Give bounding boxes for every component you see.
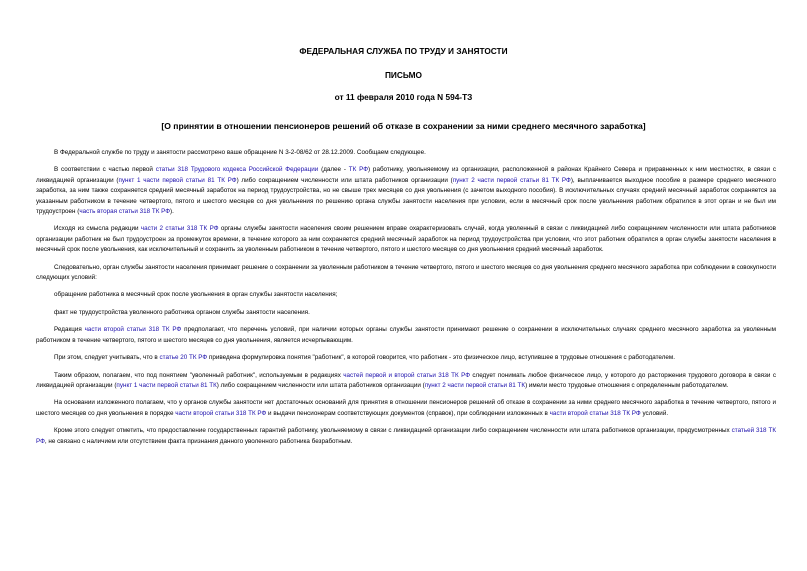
link-art318[interactable]: статьей 318 ТК РФ xyxy=(36,427,777,445)
paragraph-2: В соответствии с частью первой статьи 318 Трудового кодекса Российской Федерации (далее - ТК РФ) работнику, увольняемому из организации, расположенной в районах Крайнего Севера и приравненных к ним местностях, в связи с ликвидацией организации (пункт 1 части первой статьи 81 ТК РФ) либо сокращением численности или штата работников организации (пункт 2 части первой статьи 81 ТК РФ), выплачивается выходное пособие в размере среднего месячного заработка, за ним также сохраняется средний месячный заработок на период трудоустройства, но не свыше трех месяцев со дня увольнения (с зачетом выходного пособия). В исключительных случаях средний месячный заработок сохраняется за указанным работником в течение четвертого, пятого и шестого месяцев со дня увольнения по решению органа службы занятости населения при условии, если в месячный срок после увольнения работник обратился в этот орган и не был им трудоустроен (часть вторая статьи 318 ТК РФ). xyxy=(36,166,777,216)
link-art318-part2[interactable]: части второй статьи 318 ТК РФ xyxy=(549,409,641,417)
link-art318-parts12[interactable]: частей первой и второй статьи 318 ТК РФ xyxy=(343,371,470,379)
link-tk-rf[interactable]: ТК РФ xyxy=(348,166,369,174)
paragraph-4: Следовательно, орган службы занятости населения принимает решение о сохранении за уволенным работником в течение четвертого, пятого и шестого месяцев со дня увольнения среднего месячного заработка при соблюдении в совокупности следующих условий: xyxy=(36,263,776,282)
document-subject: [О принятии в отношении пенсионеров решений об отказе в сохранении за ними среднего месячного заработка] xyxy=(161,121,646,131)
paragraph-9: Таким образом, полагаем, что под понятием "уволенный работник", используемым в редакциях частей первой и второй статьи 318 ТК РФ следует понимать любое физическое лицо, у которого до расторжения трудового договора в связи с ликвидацией организации (пункт 1 части первой статьи 81 ТК) либо сокращением численности или штата работников организации (пункт 2 части первой статьи 81 ТК) имели место трудовые отношения с определенным работодателем. xyxy=(36,371,776,389)
link-art318-part2[interactable]: части 2 статьи 318 ТК РФ xyxy=(140,225,219,233)
paragraph-8: При этом, следует учитывать, что в статье 20 ТК РФ приведена формулировка понятия "работник", в которой говорится, что работник - это физическое лицо, вступившее в трудовые отношения с работодателем. xyxy=(54,354,675,362)
paragraph-6: факт не трудоустройства уволенного работника органом службы занятости населения. xyxy=(54,308,310,316)
document-body xyxy=(36,148,776,454)
document-type: ПИСЬМО xyxy=(384,70,423,80)
paragraph-1: В Федеральной службе по труду и занятости рассмотрено ваше обращение N 3-2-08/62 от 28.12.2009. Сообщаем следующее. xyxy=(54,149,426,156)
link-art81-p1[interactable]: пункт 1 части первой статьи 81 ТК xyxy=(116,381,217,389)
link-art81-p1[interactable]: пункт 1 части первой статьи 81 ТК РФ xyxy=(118,176,237,184)
document-date-number: от 11 февраля 2010 года N 594-ТЗ xyxy=(334,92,473,102)
paragraph-7: Редакция части второй статьи 318 ТК РФ предполагает, что перечень условий, при наличии которых органы службы занятости принимают решение о сохранении в исключительных случаях среднего месячного заработка за уволенным работником в течение четвертого, пятого и шестого месяцев со дня увольнения, является исчерпывающим. xyxy=(36,326,776,344)
agency-title: ФЕДЕРАЛЬНАЯ СЛУЖБА ПО ТРУДУ И ЗАНЯТОСТИ xyxy=(299,46,508,56)
link-art318-part2[interactable]: часть вторая статьи 318 ТК РФ xyxy=(79,208,171,216)
paragraph-3: Исходя из смысла редакции части 2 статьи 318 ТК РФ органы службы занятости населения своим решением вправе охарактеризовать случай, когда уволенный в связи с ликвидацией либо сокращением численности или штата работников организации работник не был трудоустроен за промежуток времени, в течение которого за ним сохраняется средний месячный заработок на период трудоустройства при условии, что этот работник обратился в орган службы занятости населения в месячный срок после увольнения, как исключительный и сохранить за уволенным работником в течение четвертого, пятого и шестого месяцев со дня увольнения средний месячный заработок. xyxy=(36,225,777,254)
link-art318-part2[interactable]: части второй статьи 318 ТК РФ xyxy=(175,409,267,417)
paragraph-10: На основании изложенного полагаем, что у органов службы занятости нет достаточных оснований для принятия в отношении пенсионеров решений об отказе в сохранении за ними среднего месячного заработка в течение четвертого, пятого и шестого месяцев со дня увольнения в порядке части второй статьи 318 ТК РФ и выдачи пенсионерам соответствующих документов (справок), при соблюдении изложенных в части второй статьи 318 ТК РФ условий. xyxy=(36,399,776,417)
link-art20[interactable]: статье 20 ТК РФ xyxy=(159,354,208,362)
link-art81-p2[interactable]: пункт 2 части первой статьи 81 ТК xyxy=(424,381,526,389)
link-article-318[interactable]: статьи 318 Трудового кодекса Российской Федерации xyxy=(155,166,319,174)
link-art81-p2[interactable]: пункт 2 части первой статьи 81 ТК РФ xyxy=(452,176,571,184)
link-art318-part2[interactable]: части второй статьи 318 ТК РФ xyxy=(84,326,182,334)
paragraph-11: Кроме этого следует отметить, что предоставление государственных гарантий работнику, увольняемому в связи с ликвидацией организации либо сокращением численности или штата работников организации, предусмотренных статьей 318 ТК РФ, не связано с наличием или отсутствием факта признания данного уволенного работника безработным. xyxy=(36,427,777,445)
paragraph-5: обращение работника в месячный срок после увольнения в орган службы занятости населения; xyxy=(54,291,338,299)
